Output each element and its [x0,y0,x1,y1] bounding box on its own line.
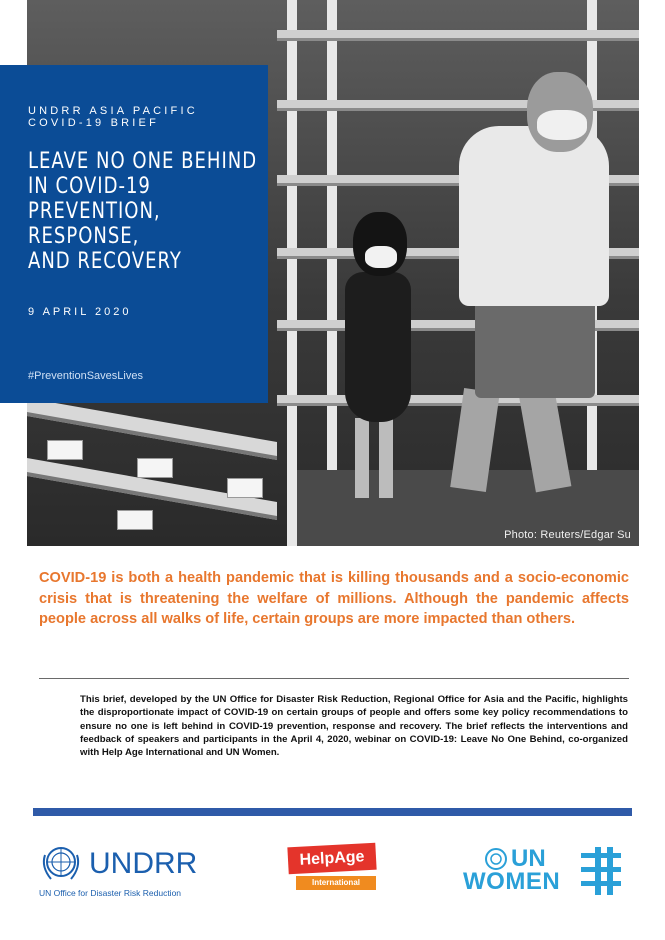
kicker-line: UNDRR ASIA PACIFIC [28,105,198,117]
helpage-wordmark: HelpAge [287,843,376,875]
title-line: PREVENTION, [28,199,161,224]
unwomen-un: UN [511,845,546,872]
girl-body [345,272,411,422]
kicker-line: COVID-19 BRIEF [28,117,159,129]
helpage-subtitle: International [296,876,376,890]
man-shorts [475,298,595,398]
divider [39,678,629,679]
man-shirt [459,126,609,306]
unwomen-logo [463,845,628,897]
publication-date: 9 APRIL 2020 [28,306,132,318]
undrr-subtitle: UN Office for Disaster Risk Reduction [39,888,182,898]
girl-leg [379,418,393,498]
price-tag [117,510,153,530]
price-tag [47,440,83,460]
girl-leg [355,418,369,498]
shelf-pillar [327,0,337,546]
page-title [28,149,274,274]
girl-mask [365,246,397,268]
brief-paragraph: This brief, developed by the UN Office for Disaster Risk Reduction, Regional Office for Asia and the Pacific, highlights the disproportionate impact of COVID-19 on certain groups of people and offers some key policy recommendations to ensure no one is left behind in COVID-19 prevention, response and recovery. The brief reflects the interventions and feedback of speakers and participants in the April 4, 2020, webinar on COVID-19: Leave No One Behind, co-organized with Help Age International and UN Women. [80,694,628,759]
price-tag [137,458,173,478]
undrr-logo [39,843,209,903]
un-emblem-icon [39,843,83,885]
shelf [277,30,639,41]
hashtag: #PreventionSavesLives [28,370,143,382]
footer-bar [33,808,632,816]
photo-credit: Photo: Reuters/Edgar Su [504,529,631,541]
title-line: IN COVID-19 [28,174,151,199]
undrr-wordmark: UNDRR [89,847,198,880]
kicker [28,105,198,129]
women-symbol-icon [581,847,621,895]
unwomen-women: WOMEN [463,868,561,895]
lead-paragraph: COVID-19 is both a health pandemic that is killing thousands and a socio-economic crisis that is threatening the welfare of millions. Although the pandemic affects people across all walks of life, certain groups are more impacted than others. [39,570,629,627]
title-line: RESPONSE, [28,224,140,249]
title-line: LEAVE NO ONE BEHIND [28,149,258,174]
helpage-logo [288,845,380,893]
shelf-pillar [287,0,297,546]
man-mask [537,110,587,140]
title-line: AND RECOVERY [28,249,182,274]
price-tag [227,478,263,498]
title-box [0,65,268,403]
